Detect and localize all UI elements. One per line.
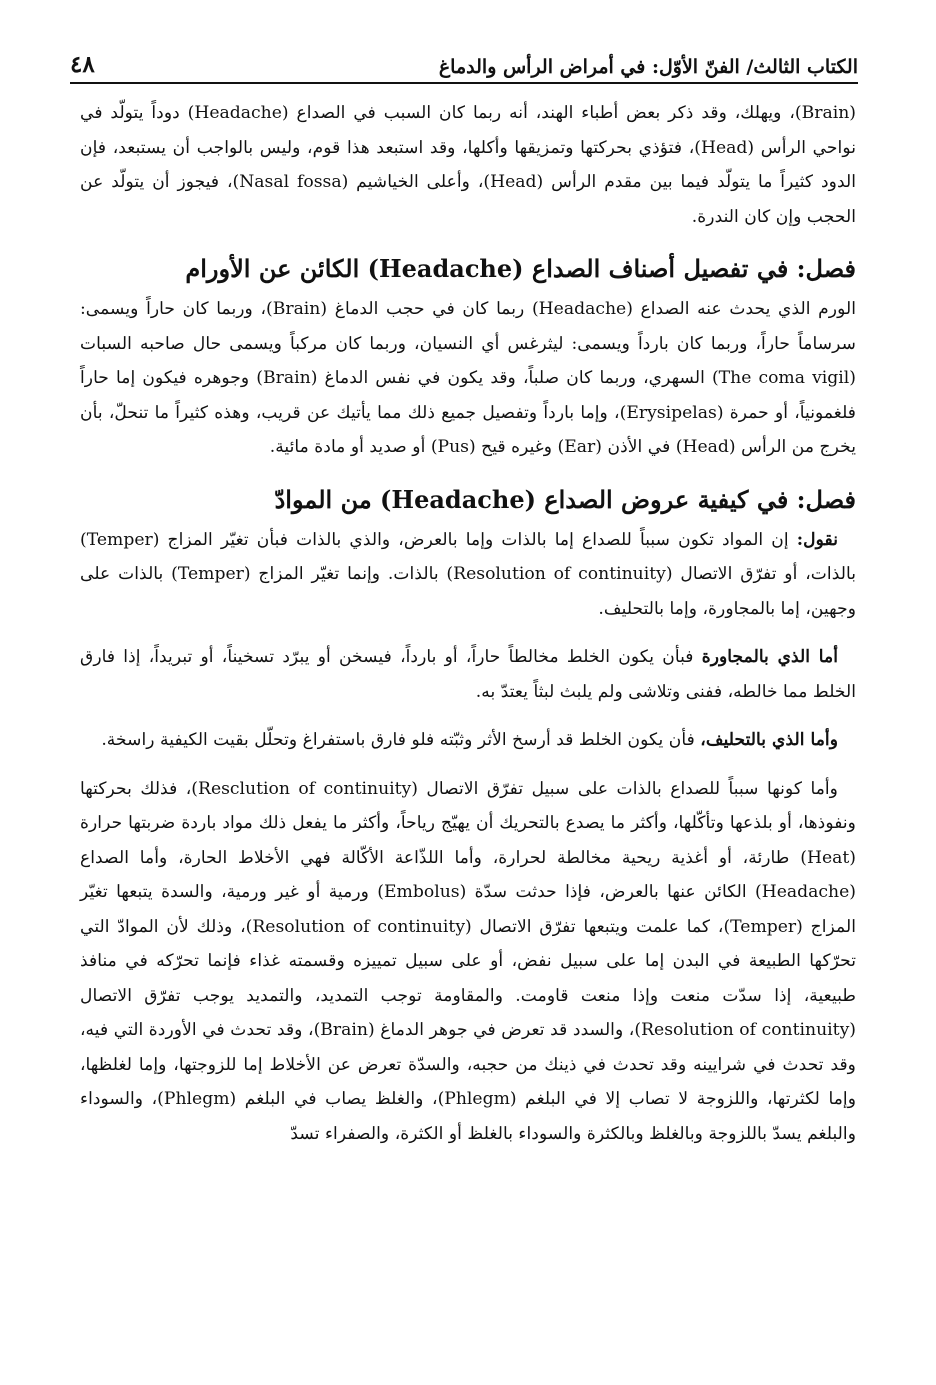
paragraph-lead: وأما الذي بالتحليف، xyxy=(700,730,838,750)
paragraph-text: فبأن يكون الخلط مخالطاً حاراً، أو بارداً، فيسخن أو يبرّد تسخيناً، أو تبريداً، إذا فارق الخلط مما خالطه، ففنى وتلاشى ولم يلبث لبثاً يعتدّ به. xyxy=(80,647,856,702)
paragraph-proximity xyxy=(80,640,856,709)
paragraph-lead: نقول: xyxy=(796,529,838,550)
section-heading-matters: فصل: في كيفية عروض الصداع (Headache) من الموادّ xyxy=(274,484,856,514)
running-head: الكتاب الثالث/ الفنّ الأوّل: في أمراض الرأس والدماغ xyxy=(438,56,858,78)
intro-paragraph: (Brain)، ويهلك، وقد ذكر بعض أطباء الهند، أنه ربما كان السبب في الصداع (Headache) دوداً يتولّد في نواحي الرأس (Head)، فتؤذي بحركتها وتمزيقها وأكلها، وقد استبعد هذا قوم، وليس بالواجب أن يستبعد، فإن الدود كثيراً ما يتولّد فيما بين مقدم الرأس (Head)، وأعلى الخياشيم (Nasal fossa)، فيجوز أن يتولّد عن الحجب وإن كان الندرة. xyxy=(80,103,856,227)
paragraph-continuity: وأما كونها سبباً للصداع بالذات على سبيل تفرّق الاتصال (Resclution of continuity)، فذلك بحركتها ونفوذها، أو بلذعها وتأكّلها، وأكثر ما يصدع بالتحريك أن يهيّج رياحاً، وأكثر ما يفعل ذلك مواد باردة ضربتها حرارة (Heat) طارئة، أو أغذية ريحية مخالطة لحرارة، وأما اللذّاعة الأكّالة فهي الأخلاط الحارة، وأما الصداع (Headache) الكائن عنها بالعرض، فإذا حدثت سدّة (Embolus) ورمية أو غير ورمية، والسدة يتبعها تغيّر المزاج (Temper)، كما علمت ويتبعها تفرّق الاتصال (Resolution of continuity)، وذلك لأن الموادّ التي تحرّكها الطبيعة في البدن إما على سبيل نفض، أو على سبيل تمييزه وقسمته غذاء فإنما تحرّكه في منافذ طبيعية، إذا سدّت منعت وإذا منعت قاومت. والمقاومة توجب التمديد، والتمديد يوجب تفرّق الاتصال (Resolution of continuity)، والسدد قد تعرض في جوهر الدماغ (Brain)، وقد تحدث في الأوردة التي فيه، وقد تحدث في شرايينه وقد تحدث في ذينك من حجبه، والسدّة تعرض عن الأخلاط إما للزوجتها، وإما لغلظها، وإما لكثرتها، واللزوجة لا تصاب إلا في البلغم (Phlegm)، والغلظ يصاب في البلغم (Phlegm)، والسوداء والبلغم يسدّ باللزوجة وبالغلظ وبالكثرة والسوداء بالغلظ أو الكثرة، والصفراء تسدّ xyxy=(80,778,857,1144)
paragraph-text: فأن يكون الخلط قد أرسخ الأثر وثبّته فلو فارق باستفراغ وتحلّل بقيت الكيفية راسخة. xyxy=(101,730,701,750)
paragraph-lead: أما الذي بالمجاورة xyxy=(701,647,839,667)
section-heading-tumors: فصل: في تفصيل أصناف الصداع (Headache) الكائن عن الأورام xyxy=(185,254,856,283)
paragraph-text: إن المواد تكون سبباً للصداع إما بالذات وإما بالعرض، والذي بالذات فبأن تغيّر المزاج (Temper) بالذات، أو تفرّق الاتصال (Resolution of continuity) بالذات. وإنما تغيّر المزاج (Temper) بالذات على وجهين، إما بالمجاورة، وإما بالتحليف. xyxy=(80,529,856,619)
paragraph-dissolution xyxy=(80,723,856,758)
page-body xyxy=(80,96,856,1155)
page-number: ٤٨ xyxy=(70,51,95,78)
paragraph-naqul xyxy=(80,523,856,627)
page-header xyxy=(70,32,858,78)
section-tumors-paragraph: الورم الذي يحدث عنه الصداع (Headache) ربما كان في حجب الدماغ (Brain)، وربما كان حاراً ويسمى: سرساماً حاراً، وربما كان بارداً ويسمى: ليثرغس أي النسيان، وربما كان مركباً ويسمى حال صاحبه السبات (The coma vigil) السهري، وربما كان صلباً، وقد يكون في نفس الدماغ (Brain) وجوهره فيكون إما حاراً فلغمونياً، أو حمرة (Erysipelas)، وإما بارداً وتفصيل جميع ذلك مما يأتيك عن قريب، وهذه كثيراً ما تنحلّ، بأن يخرج من الرأس (Head) في الأذن (Ear) وغيره قيح (Pus) أو صديد أو مادة مائية. xyxy=(80,299,856,457)
header-rule xyxy=(70,82,858,84)
